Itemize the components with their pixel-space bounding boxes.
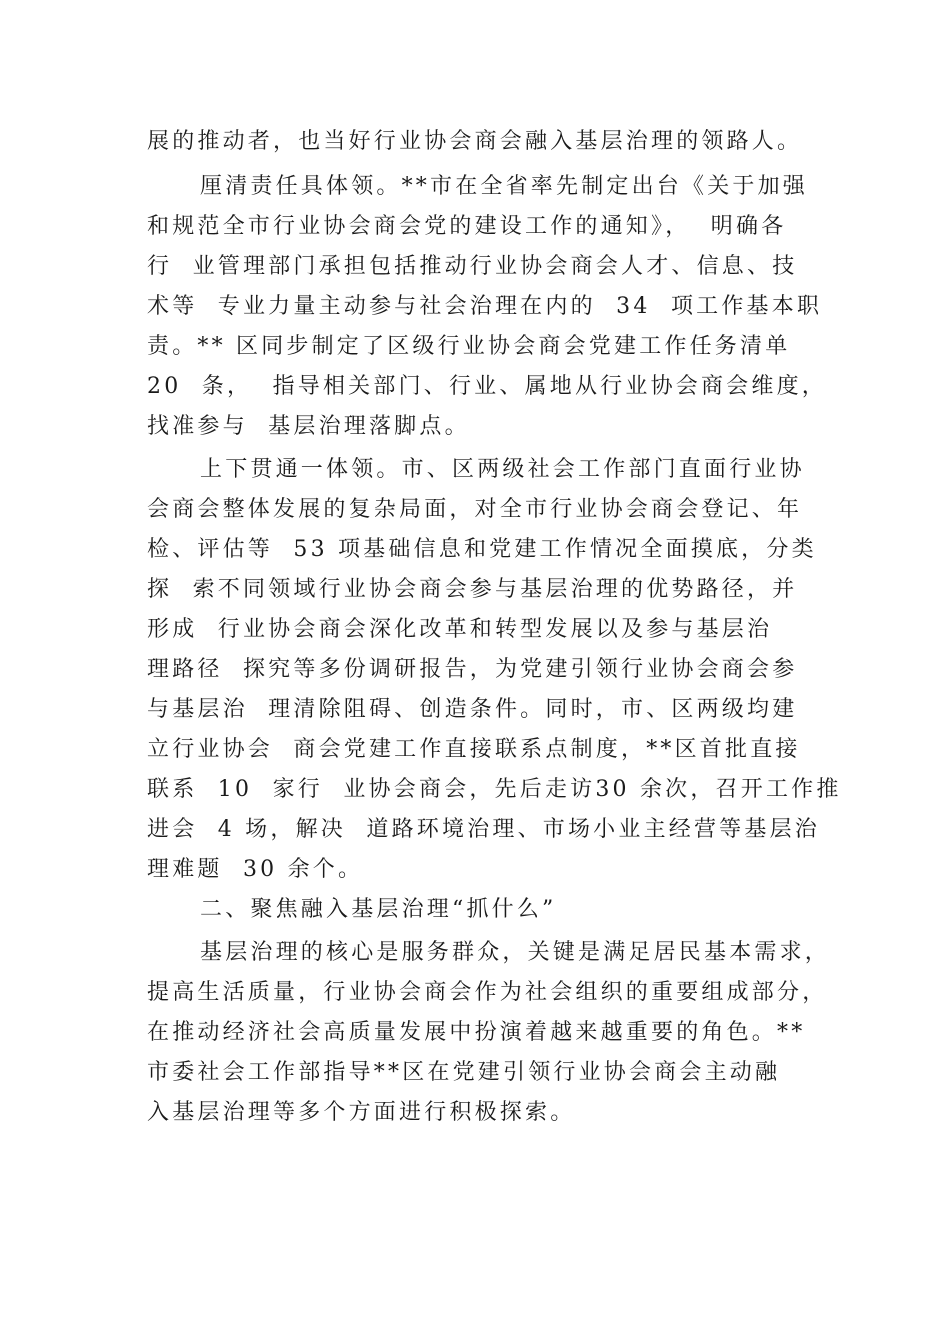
paragraph-line: 探 索不同领域行业协会商会参与基层治理的优势路径，并 [147, 577, 798, 602]
section-heading: 二、聚焦融入基层治理“抓什么” [200, 897, 557, 922]
paragraph-line: 提高生活质量，行业协会商会作为社会组织的重要组成部分， [147, 980, 828, 1005]
paragraph-line: 上下贯通一体领。市、区两级社会工作部门直面行业协 [200, 457, 805, 482]
paragraph-line: 术等 专业力量主动参与社会治理在内的 34 项工作基本职 [147, 294, 823, 319]
paragraph-line: 行 业管理部门承担包括推动行业协会商会人才、信息、技 [147, 254, 798, 279]
paragraph-line: 基层治理的核心是服务群众，关键是满足居民基本需求， [200, 940, 831, 965]
paragraph-line: 20 条， 指导相关部门、行业、属地从行业协会商会维度， [147, 374, 827, 399]
paragraph-line: 进会 4 场，解决 道路环境治理、市场小业主经营等基层治 [147, 817, 820, 842]
paragraph-line: 形成 行业协会商会深化改革和转型发展以及参与基层治 [147, 617, 773, 642]
paragraph-line: 厘清责任具体领。**市在全省率先制定出台《关于加强 [200, 174, 809, 199]
paragraph-line: 找准参与 基层治理落脚点。 [147, 414, 470, 439]
paragraph-line: 在推动经济社会高质量发展中扮演着越来越重要的角色。** [147, 1020, 806, 1045]
paragraph-line: 入基层治理等多个方面进行积极探索。 [147, 1100, 576, 1125]
paragraph-line: 检、评估等 53 项基础信息和党建工作情况全面摸底，分类 [147, 537, 817, 562]
paragraph-line: 与基层治 理清除阻碍、创造条件。同时，市、区两级均建 [147, 697, 798, 722]
paragraph-line: 理路径 探究等多份调研报告，为党建引领行业协会商会参 [147, 657, 798, 682]
paragraph-line: 立行业协会 商会党建工作直接联系点制度，**区首批直接 [147, 737, 801, 762]
paragraph-line: 和规范全市行业协会商会党的建设工作的通知》， 明确各 [147, 214, 787, 239]
paragraph-line: 联系 10 家行 业协会商会，先后走访30 余次，召开工作推 [147, 777, 842, 802]
paragraph-line: 展的推动者，也当好行业协会商会融入基层治理的领路人。 [147, 129, 803, 154]
paragraph-line: 责。** 区同步制定了区级行业协会商会党建工作任务清单 [147, 334, 791, 359]
paragraph-line: 理难题 30 余个。 [147, 857, 364, 882]
paragraph-line: 市委社会工作部指导**区在党建引领行业协会商会主动融 [147, 1060, 781, 1085]
paragraph-line: 会商会整体发展的复杂局面，对全市行业协会商会登记、年 [147, 497, 803, 522]
